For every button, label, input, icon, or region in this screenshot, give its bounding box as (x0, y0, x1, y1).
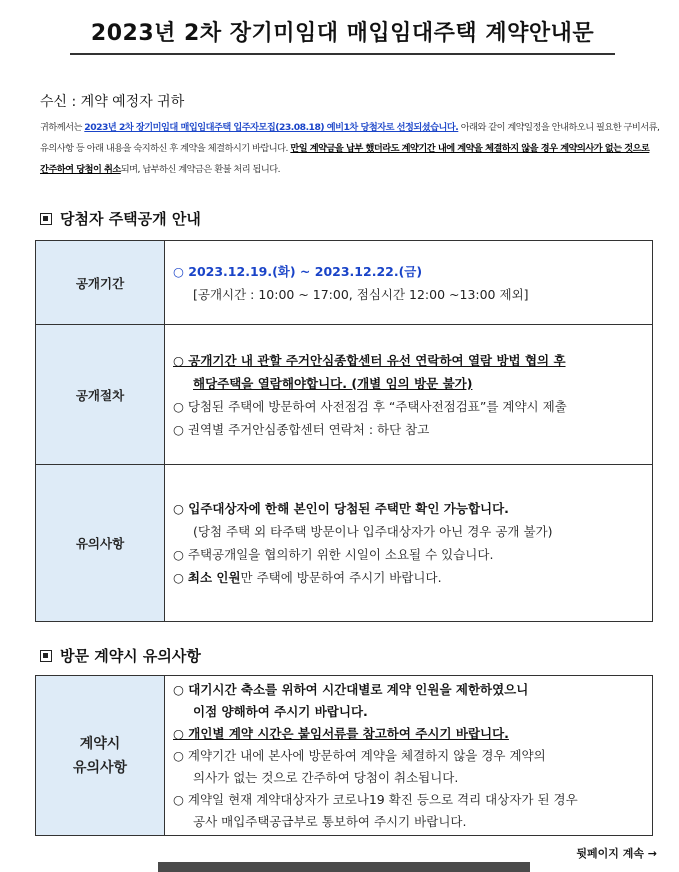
intro-text-1: 귀하께서는 (40, 122, 85, 133)
viewing-period-cell (165, 241, 653, 325)
label-contract-precautions (36, 676, 165, 836)
viewing-period-dates: ○ 2023.12.19.(화) ~ 2023.12.22.(금) (173, 263, 423, 279)
contract-item-4: ○ 계약일 현재 계약대상자가 코로나19 확진 등으로 격리 대상자가 된 경우 (173, 791, 578, 807)
procedure-item-2: ○ 당첨된 주택에 방문하여 사전점검 후 “주택사전점검표”를 계약시 제출 (173, 398, 567, 414)
label-line-2: 유의사항 (72, 759, 128, 776)
section2-heading (40, 645, 201, 666)
intro-cancel-warning: 만일 계약금을 납부 했더라도 계약기간 내에 계약을 체결하지 않을 경우 계약의사가 없는 것으로 간주하여 당첨이 취소 (40, 143, 650, 175)
table-row (36, 241, 653, 325)
contract-item-2: ○ 개인별 계약 시간은 붙임서류를 참고하여 주시기 바랍니다. (173, 725, 509, 741)
recipient-line: 수신 : 계약 예정자 귀하 (40, 94, 185, 110)
precaution-item-3 (173, 566, 652, 589)
contract-item-1-cont: 이점 양해하여 주시기 바랍니다. (193, 703, 368, 719)
contract-precautions-cell (165, 676, 653, 836)
house-viewing-table (35, 240, 653, 622)
section1-heading-text: 당첨자 주택공개 안내 (60, 210, 201, 228)
section1-heading (40, 208, 201, 229)
label-viewing-period: 공개기간 (36, 241, 165, 325)
square-bullet-icon (40, 650, 52, 662)
table-row (36, 676, 653, 836)
precaution-item-3-bullet: ○ (173, 570, 188, 585)
table-row (36, 325, 653, 465)
intro-text-3: 되며, 납부하신 계약금은 환불 처리 됩니다. (120, 164, 281, 175)
procedure-item-3: ○ 권역별 주거안심종합센터 연락처 : 하단 참고 (173, 421, 430, 437)
next-page-note: 뒷페이지 계속 → (576, 847, 657, 860)
precautions-cell (165, 465, 653, 622)
square-bullet-icon (40, 213, 52, 225)
viewing-procedure-cell (165, 325, 653, 465)
table-row (36, 465, 653, 622)
intro-selection-notice: 2023년 2차 장기미임대 매입임대주택 입주자모집(23.08.18) 예비1차 당첨자로 선정되셨습니다. (84, 122, 459, 133)
label-line-1: 계약시 (79, 735, 121, 752)
procedure-item-1-cont: 해당주택을 열람해야합니다. (개별 임의 방문 불가) (193, 375, 473, 391)
intro-paragraph (40, 117, 660, 180)
section2-heading-text: 방문 계약시 유의사항 (60, 647, 201, 665)
precaution-item-1-cont: (당첨 주택 외 타주택 방문이나 입주대상자가 아닌 경우 공개 불가) (193, 524, 553, 539)
viewing-hours: [공개시간 : 10:00 ~ 17:00, 점심시간 12:00 ~13:00 제외] (193, 286, 529, 302)
contract-precautions-table (35, 675, 653, 836)
precaution-min-people: 최소 인원 (187, 570, 241, 585)
contract-item-4-cont: 공사 매입주택공급부로 통보하여 주시기 바랍니다. (193, 813, 467, 829)
contract-item-3-cont: 의사가 없는 것으로 간주하여 당첨이 취소됩니다. (193, 769, 459, 785)
label-viewing-procedure: 공개절차 (36, 325, 165, 465)
label-precautions: 유의사항 (36, 465, 165, 622)
contract-item-3: ○ 계약기간 내에 본사에 방문하여 계약을 체결하지 않을 경우 계약의 (173, 747, 546, 763)
bottom-bar (158, 862, 530, 872)
precaution-item-1: ○ 입주대상자에 한해 본인이 당첨된 주택만 확인 가능합니다. (173, 501, 509, 516)
precaution-item-2: ○ 주택공개일을 협의하기 위한 시일이 소요될 수 있습니다. (173, 547, 494, 562)
precaution-item-3-rest: 만 주택에 방문하여 주시기 바랍니다. (240, 570, 442, 585)
procedure-item-1: ○ 공개기간 내 관할 주거안심종합센터 유선 연락하여 열람 방법 협의 후 (173, 352, 566, 368)
document-title: 2023년 2차 장기미임대 매입임대주택 계약안내문 (70, 16, 615, 55)
contract-item-1: ○ 대기시간 축소를 위하여 시간대별로 계약 인원을 제한하였으니 (173, 681, 529, 697)
intro-text-2: 아래와 같이 계약일정을 안내하오니 필요한 구비서류, 유의사항 등 아래 내용을 숙지하신 후 계약을 체결하시기 바랍니다. (40, 122, 660, 154)
